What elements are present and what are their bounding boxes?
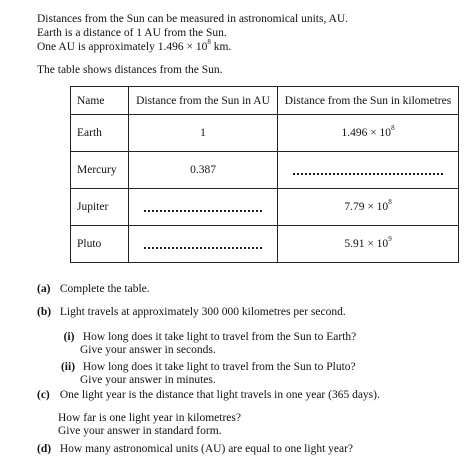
question-b-i xyxy=(58,330,356,344)
question-a xyxy=(37,282,150,296)
question-a-text: Complete the table. xyxy=(59,283,150,295)
cell-name: Earth xyxy=(71,115,129,152)
question-b-i-label: (i) xyxy=(63,331,75,343)
question-b xyxy=(37,305,346,319)
question-d-text: How many astronomical units (AU) are equal to one light year? xyxy=(59,443,354,455)
question-c-line2: Give your answer in standard form. xyxy=(58,425,222,437)
header-name: Name xyxy=(71,87,129,115)
question-c-text: One light year is the distance that light travels in one year (365 days). xyxy=(59,389,380,401)
question-b-label: (b) xyxy=(37,306,52,318)
question-b-ii xyxy=(56,360,356,374)
question-b-i-line1: How long does it take light to travel from the Sun to Earth? xyxy=(82,331,357,343)
table-row-jupiter xyxy=(71,189,459,226)
cell-name: Pluto xyxy=(71,226,129,263)
table-header-row xyxy=(71,87,459,115)
question-b-ii-line1: How long does it take light to travel from the Sun to Pluto? xyxy=(82,361,356,373)
table-caption: The table shows distances from the Sun. xyxy=(37,64,223,76)
dotted-answer-line xyxy=(144,202,262,212)
cell-name: Jupiter xyxy=(71,189,129,226)
answer-blank-au[interactable] xyxy=(129,226,278,263)
answer-blank-km[interactable] xyxy=(278,152,459,189)
intro-line-2: Earth is a distance of 1 AU from the Sun. xyxy=(37,27,227,39)
cell-au: 0.387 xyxy=(129,152,278,189)
question-d-label: (d) xyxy=(37,443,52,455)
dotted-answer-line xyxy=(144,239,262,249)
table-row-earth xyxy=(71,115,459,152)
distance-table xyxy=(70,86,459,263)
cell-km: $5.91 \times 10^9$ xyxy=(278,226,459,263)
question-b-ii-line2: Give your answer in minutes. xyxy=(80,374,216,386)
intro-line-1: Distances from the Sun can be measured in astronomical units, AU. xyxy=(37,13,349,25)
cell-au: 1 xyxy=(129,115,278,152)
question-b-text: Light travels at approximately 300 000 kilometres per second. xyxy=(59,306,346,318)
question-c-label: (c) xyxy=(37,389,50,401)
table-row-pluto xyxy=(71,226,459,263)
question-c-line1: How far is one light year in kilometres? xyxy=(58,412,241,424)
question-b-i-line2: Give your answer in seconds. xyxy=(80,344,216,356)
answer-blank-au[interactable] xyxy=(129,189,278,226)
header-au: Distance from the Sun in AU xyxy=(129,87,278,115)
question-c xyxy=(37,388,380,402)
cell-km: $1.496 \times 10^8$ xyxy=(278,115,459,152)
table-row-mercury xyxy=(71,152,459,189)
question-a-label: (a) xyxy=(37,283,51,295)
question-d xyxy=(37,442,353,456)
cell-name: Mercury xyxy=(71,152,129,189)
header-km: Distance from the Sun in kilometres xyxy=(278,87,459,115)
cell-km: $7.79 \times 10^8$ xyxy=(278,189,459,226)
question-b-ii-label: (ii) xyxy=(60,361,76,373)
intro-line-3: One AU is approximately $1.496 \times 10^8$ km. xyxy=(37,38,232,53)
dotted-answer-line xyxy=(293,165,443,175)
